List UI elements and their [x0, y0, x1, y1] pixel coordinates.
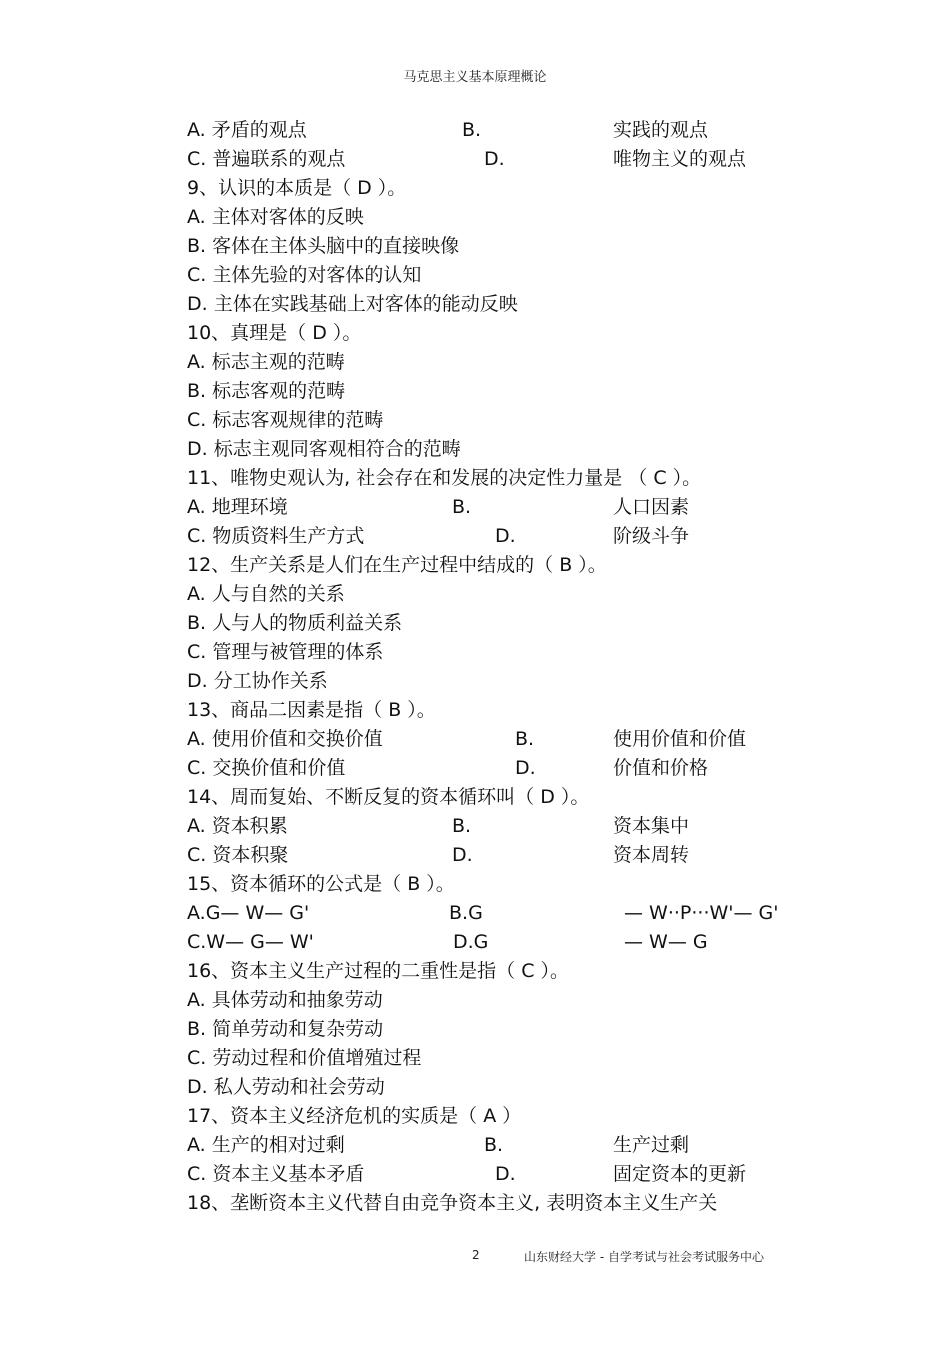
line-text: C. 劳动过程和价值增殖过程 [187, 1047, 422, 1069]
option-letter: B.G [449, 902, 483, 924]
option-letter: B. [515, 728, 535, 750]
line-text: C. 普遍联系的观点 [187, 148, 346, 170]
line-text: 18、垄断资本主义代替自由竞争资本主义, 表明资本主义生产关 [187, 1192, 718, 1214]
text-line [187, 319, 887, 348]
option-text: 生产过剩 [613, 1134, 690, 1156]
line-text: C. 物质资料生产方式 [187, 525, 365, 547]
text-line [187, 841, 887, 870]
line-text: C.W— G— W' [187, 931, 314, 953]
running-header: 马克思主义基本原理概论 [403, 70, 547, 85]
option-letter: B. [452, 496, 472, 518]
line-text: C. 资本主义基本矛盾 [187, 1163, 365, 1185]
text-line [187, 580, 887, 609]
line-text: 9、认识的本质是（ D ）。 [187, 177, 407, 199]
option-text: 使用价值和价值 [613, 728, 747, 750]
line-text: A. 地理环境 [187, 496, 288, 518]
option-letter: B. [462, 119, 482, 141]
line-text: 15、资本循环的公式是（ B ）。 [187, 873, 455, 895]
line-text: A. 矛盾的观点 [187, 119, 307, 141]
line-text: A. 具体劳动和抽象劳动 [187, 989, 383, 1011]
line-text: 14、周而复始、不断反复的资本循环叫（ D ）。 [187, 786, 590, 808]
text-line [187, 609, 887, 638]
option-text: 唯物主义的观点 [613, 148, 747, 170]
text-line [187, 493, 887, 522]
line-text: C. 交换价值和价值 [187, 757, 346, 779]
option-text: 实践的观点 [613, 119, 709, 141]
line-text: D. 标志主观同客观相符合的范畴 [187, 438, 461, 460]
text-line [187, 1044, 887, 1073]
line-text: A. 生产的相对过剩 [187, 1134, 345, 1156]
text-line [187, 174, 887, 203]
line-text: C. 管理与被管理的体系 [187, 641, 384, 663]
option-letter: D. [515, 757, 536, 779]
line-text: A. 使用价值和交换价值 [187, 728, 383, 750]
line-text: A. 人与自然的关系 [187, 583, 345, 605]
option-letter: D. [484, 148, 505, 170]
option-text: 人口因素 [613, 496, 690, 518]
text-line [187, 464, 887, 493]
line-text: A. 标志主观的范畴 [187, 351, 345, 373]
text-line [187, 725, 887, 754]
text-line [187, 812, 887, 841]
text-line [187, 522, 887, 551]
option-text: 阶级斗争 [613, 525, 690, 547]
text-line [187, 638, 887, 667]
text-line [187, 348, 887, 377]
option-letter: D. [495, 1163, 516, 1185]
document-body [187, 116, 887, 1218]
text-line [187, 1131, 887, 1160]
line-text: A.G— W— G' [187, 902, 310, 924]
line-text: D. 主体在实践基础上对客体的能动反映 [187, 293, 518, 315]
text-line [187, 435, 887, 464]
line-text: 11、唯物史观认为, 社会存在和发展的决定性力量是 （ C ）。 [187, 467, 702, 489]
line-text: C. 主体先验的对客体的认知 [187, 264, 422, 286]
option-letter: B. [452, 815, 472, 837]
text-line [187, 116, 887, 145]
text-line [187, 1073, 887, 1102]
line-text: 13、商品二因素是指（ B ）。 [187, 699, 436, 721]
text-line [187, 261, 887, 290]
footer-organization: 山东财经大学 - 自学考试与社会考试服务中心 [524, 1250, 764, 1264]
line-text: 17、资本主义经济危机的实质是（ A ） [187, 1105, 522, 1127]
option-text: 固定资本的更新 [613, 1163, 747, 1185]
text-line [187, 986, 887, 1015]
text-line [187, 1160, 887, 1189]
option-text: 价值和价格 [613, 757, 709, 779]
text-line [187, 551, 887, 580]
text-line [187, 783, 887, 812]
text-line [187, 1189, 887, 1218]
line-text: D. 分工协作关系 [187, 670, 328, 692]
option-text: — W··P···W'— G' [624, 902, 779, 924]
option-text: 资本周转 [613, 844, 690, 866]
option-text: — W— G [624, 931, 708, 953]
option-letter: D. [495, 525, 516, 547]
option-text: 资本集中 [613, 815, 690, 837]
line-text: B. 客体在主体头脑中的直接映像 [187, 235, 460, 257]
text-line [187, 145, 887, 174]
line-text: C. 标志客观规律的范畴 [187, 409, 384, 431]
text-line [187, 290, 887, 319]
line-text: A. 资本积累 [187, 815, 288, 837]
text-line [187, 232, 887, 261]
line-text: D. 私人劳动和社会劳动 [187, 1076, 385, 1098]
text-line [187, 203, 887, 232]
line-text: B. 人与人的物质利益关系 [187, 612, 403, 634]
option-letter: D.G [453, 931, 489, 953]
line-text: 16、资本主义生产过程的二重性是指（ C ）。 [187, 960, 570, 982]
text-line [187, 928, 887, 957]
text-line [187, 1015, 887, 1044]
option-letter: D. [452, 844, 473, 866]
line-text: 10、真理是（ D ）。 [187, 322, 362, 344]
text-line [187, 406, 887, 435]
text-line [187, 899, 887, 928]
text-line [187, 1102, 887, 1131]
line-text: C. 资本积聚 [187, 844, 289, 866]
option-letter: B. [484, 1134, 504, 1156]
text-line [187, 754, 887, 783]
page-number: 2 [472, 1248, 480, 1262]
line-text: A. 主体对客体的反映 [187, 206, 364, 228]
text-line [187, 667, 887, 696]
text-line [187, 957, 887, 986]
line-text: 12、生产关系是人们在生产过程中结成的（ B ）。 [187, 554, 607, 576]
text-line [187, 696, 887, 725]
line-text: B. 标志客观的范畴 [187, 380, 346, 402]
text-line [187, 870, 887, 899]
line-text: B. 简单劳动和复杂劳动 [187, 1018, 384, 1040]
text-line [187, 377, 887, 406]
